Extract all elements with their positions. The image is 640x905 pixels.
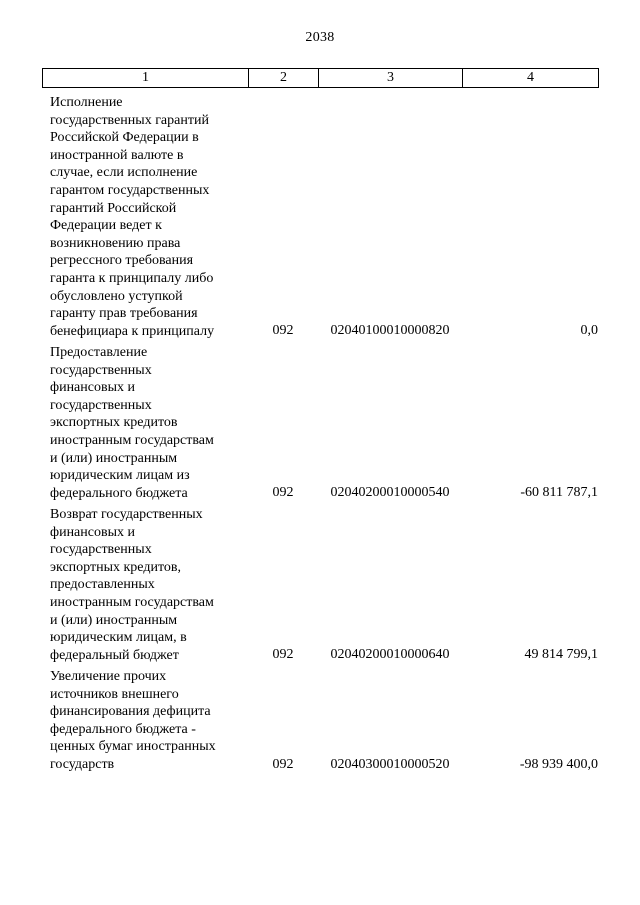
- amount: -98 939 400,0: [519, 757, 598, 772]
- row-name: Возврат государственных финансовых и государственных экспортных кредитов, предоставленных иностранным государствам и (или) иностранным юридическим лицам, в федеральный бюджет: [50, 507, 214, 663]
- row-name: Увеличение прочих источников внешнего финансирования дефицита федерального бюджета - ценных бумаг иностранных государств: [50, 669, 216, 772]
- column-header-2: 2: [249, 69, 319, 87]
- column-header-3: 3: [319, 69, 463, 87]
- kbk-code: 02040200010000640: [330, 647, 450, 662]
- kbk-code: 02040200010000540: [330, 485, 450, 500]
- row-name: Предоставление государственных финансовых и государственных экспортных кредитов иностранным государствам и (или) иностранным юридическим лицам из федерального бюджета: [50, 345, 214, 501]
- table-header: [42, 68, 599, 88]
- kbk-code: 02040300010000520: [330, 757, 450, 772]
- admin-code: 092: [272, 485, 294, 500]
- column-header-4: 4: [527, 70, 534, 85]
- admin-code: 092: [272, 647, 294, 662]
- kbk-code: 02040100010000820: [330, 323, 450, 338]
- row-name: Исполнение государственных гарантий Российской Федерации в иностранной валюте в случае, если исполнение гарантом государственных гарантий Российской Федерации ведет к возникновению права регрессного требования гаранта к принципалу либо обусловлено уступкой гаранту прав требования бенефициара к принципалу: [50, 95, 215, 339]
- amount: 49 814 799,1: [524, 647, 598, 662]
- column-header-1: 1: [43, 69, 249, 87]
- amount: -60 811 787,1: [520, 485, 598, 500]
- admin-code: 092: [272, 757, 294, 772]
- amount: 0,0: [580, 323, 598, 338]
- admin-code: 092: [272, 323, 294, 338]
- page-number: 2038: [305, 30, 335, 45]
